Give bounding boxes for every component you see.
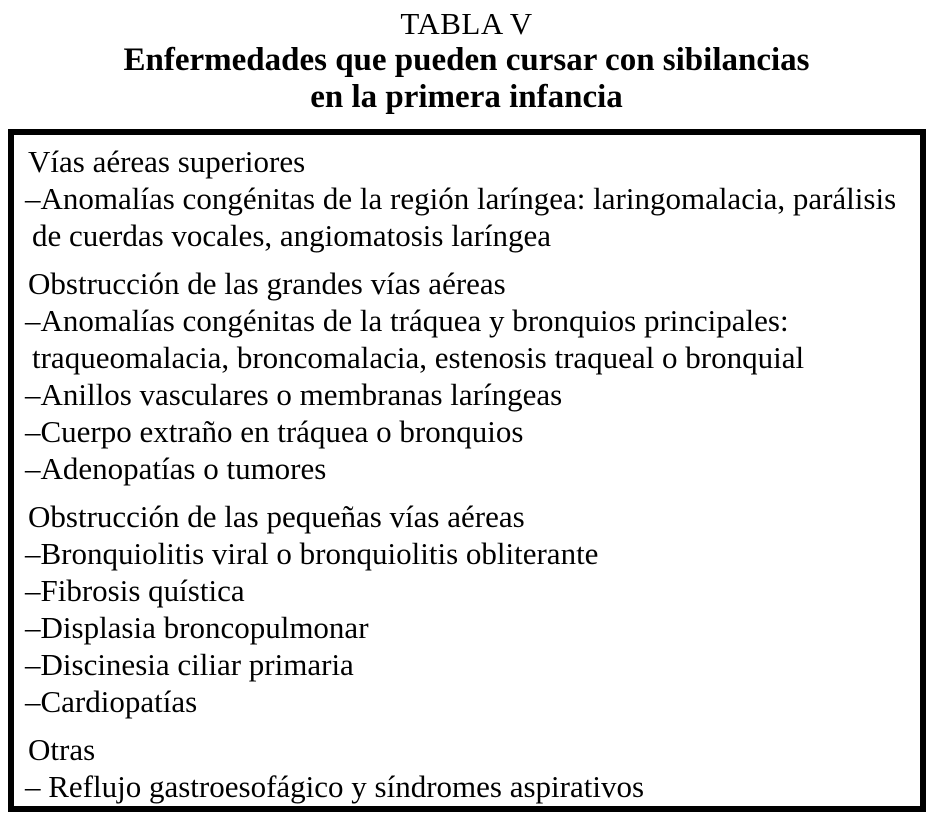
list-item: –Discinesia ciliar primaria bbox=[25, 647, 354, 682]
list-item: –Bronquiolitis viral o bronquiolitis obliterante bbox=[25, 536, 599, 571]
section-heading: Vías aéreas superiores bbox=[28, 144, 306, 179]
list-item: – Reflujo gastroesofágico y síndromes aspirativos bbox=[25, 769, 645, 804]
list-item: –Anomalías congénitas de la región laríngea: laringomalacia, parálisis de cuerdas vocales, angiomatosis laríngea bbox=[25, 181, 897, 253]
section-upper-airways bbox=[14, 143, 908, 254]
list-item: –Anillos vasculares o membranas laríngeas bbox=[25, 377, 563, 412]
table-body-box bbox=[8, 129, 926, 812]
section-large-airways-obstruction bbox=[14, 265, 908, 487]
list-item: –Fibrosis quística bbox=[25, 573, 245, 608]
list-item: –Cuerpo extraño en tráquea o bronquios bbox=[25, 414, 524, 449]
table-header bbox=[0, 0, 933, 116]
list-item: –Cardiopatías bbox=[25, 684, 198, 719]
list-item: –Adenopatías o tumores bbox=[25, 451, 327, 486]
section-heading: Obstrucción de las pequeñas vías aéreas bbox=[28, 499, 525, 534]
section-others bbox=[14, 731, 908, 805]
section-small-airways-obstruction bbox=[14, 498, 908, 720]
list-item: –Displasia broncopulmonar bbox=[25, 610, 369, 645]
table-title-line-2: en la primera infancia bbox=[310, 79, 623, 115]
section-heading: Otras bbox=[28, 732, 96, 767]
table-title-line-1: Enfermedades que pueden cursar con sibilancias bbox=[123, 42, 810, 78]
list-item: –Anomalías congénitas de la tráquea y bronquios principales: traqueomalacia, broncomalacia, estenosis traqueal o bronquial bbox=[25, 303, 805, 375]
section-heading: Obstrucción de las grandes vías aéreas bbox=[28, 266, 506, 301]
table-number-label: TABLA V bbox=[400, 6, 533, 41]
